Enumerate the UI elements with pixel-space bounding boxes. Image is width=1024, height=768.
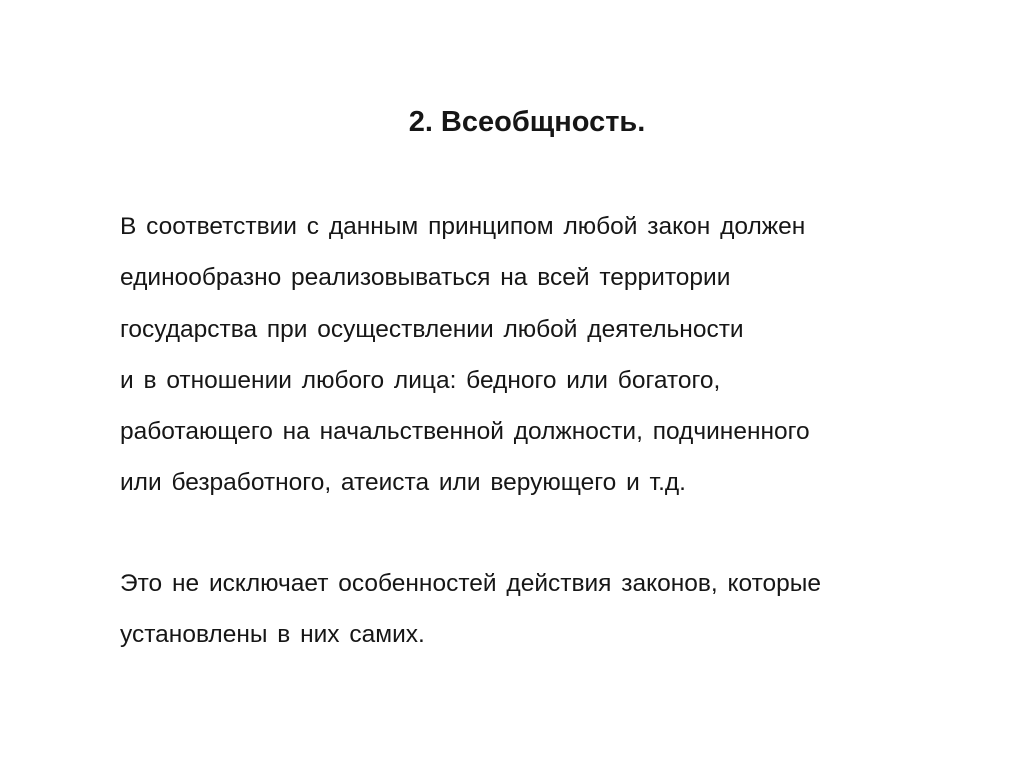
slide-title: 2. Всеобщность. — [408, 106, 646, 138]
text-line: и в отношении любого лица: бедного или богатого, — [120, 366, 721, 394]
text-line: установлены в них самих. — [120, 621, 425, 649]
text-line: государства при осуществлении любой деятельности — [120, 315, 744, 343]
paragraph-principle-description — [120, 201, 1000, 509]
text-line: работающего на начальственной должности, подчиненного — [120, 418, 810, 446]
paragraph-exception-note — [120, 558, 1000, 661]
text-line: Это не исключает особенностей действия законов, которые — [120, 570, 822, 597]
text-line: В соответствии с данным принципом любой закон должен — [120, 213, 806, 240]
text-line: единообразно реализовываться на всей территории — [120, 264, 731, 292]
text-line: или безработного, атеиста или верующего и т.д. — [120, 469, 686, 497]
